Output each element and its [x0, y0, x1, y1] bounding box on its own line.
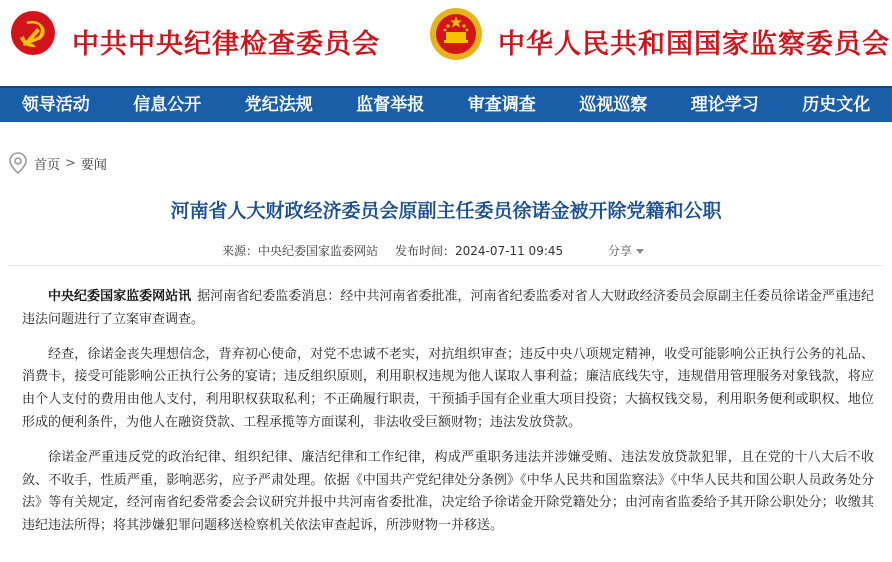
article-title: 河南省人大财政经济委员会原副主任委员徐诺金被开除党籍和公职 [170, 200, 722, 222]
nav-item-info-disclosure[interactable]: 信息公开 [133, 95, 202, 115]
nsc-title[interactable]: 中华人民共和国国家监察委员会 [498, 29, 890, 60]
nav-item-inspection[interactable]: 巡视巡察 [579, 95, 648, 115]
nav-item-regulations[interactable]: 党纪法规 [244, 95, 313, 115]
location-pin-icon [8, 152, 28, 174]
share-label: 分享 [608, 244, 633, 258]
main-nav [0, 86, 892, 122]
article-paragraph-2: 经查，徐诺金丧失理想信念，背弃初心使命，对党不忠诚不老实，对抗组织审查；违反中央八项规定精神，收受可能影响公正执行公务的礼品、消费卡，接受可能影响公正执行公务的宴请；违反组织原则，利用职权违规为他人谋取人事利益；廉洁底线失守，违规借用管理服务对象钱款，将应由个人支付的费用由他人支付，利用职权获取私利；不正确履行职责，干预插手国有企业重大项目投资；大搞权钱交易，利用职务便利或职权、地位形成的便利条件，为他人在融资贷款、工程承揽等方面谋利，非法收受巨额财物；违法发放贷款。 [22, 346, 874, 430]
site-header [0, 0, 892, 115]
nav-item-theory[interactable]: 理论学习 [690, 95, 759, 115]
article-paragraph-1-text: 据河南省纪委监委消息：经中共河南省委批准，河南省纪委监委对省人大财政经济委员会原副主任委员徐诺金严重违纪违法问题进行了立案审查调查。 [22, 289, 874, 327]
article-source: 来源：中央纪委国家监委网站 [222, 244, 379, 258]
breadcrumb-home[interactable]: 首页 [34, 157, 61, 173]
ccdi-title[interactable]: 中共中央纪律检查委员会 [72, 29, 380, 60]
article-publish-time: 发布时间：2024-07-11 09:45 [395, 244, 564, 258]
nav-item-leadership[interactable]: 领导活动 [21, 95, 90, 115]
nav-item-investigation[interactable]: 审查调查 [467, 95, 536, 115]
share-button[interactable] [608, 242, 644, 259]
breadcrumb-separator: > [65, 155, 76, 171]
breadcrumb [8, 152, 107, 174]
divider [8, 265, 884, 266]
caret-down-icon [636, 249, 644, 254]
article-paragraph-3: 徐诺金严重违反党的政治纪律、组织纪律、廉洁纪律和工作纪律，构成严重职务违法并涉嫌受贿、违法发放贷款犯罪，且在党的十八大后不收敛、不收手，性质严重，影响恶劣，应予严肃处理。依据《中国共产党纪律处分条例》《中华人民共和国监察法》《中华人民共和国公职人员政务处分法》等有关规定，经河南省纪委常委会会议研究并报中共河南省委批准，决定给予徐诺金开除党籍处分；由河南省监委给予其开除公职处分；收缴其违纪违法所得；将其涉嫌犯罪问题移送检察机关依法审查起诉，所涉财物一并移送。 [22, 449, 874, 534]
national-emblem-icon[interactable] [428, 6, 484, 62]
article-lead: 中央纪委国家监委网站讯 [48, 289, 192, 304]
article-body [22, 286, 874, 550]
article-paragraph-1 [22, 286, 874, 332]
nav-item-history[interactable]: 历史文化 [802, 95, 871, 115]
nav-item-report[interactable]: 监督举报 [356, 95, 425, 115]
breadcrumb-current[interactable]: 要闻 [80, 157, 107, 173]
party-emblem-icon[interactable] [10, 10, 56, 56]
